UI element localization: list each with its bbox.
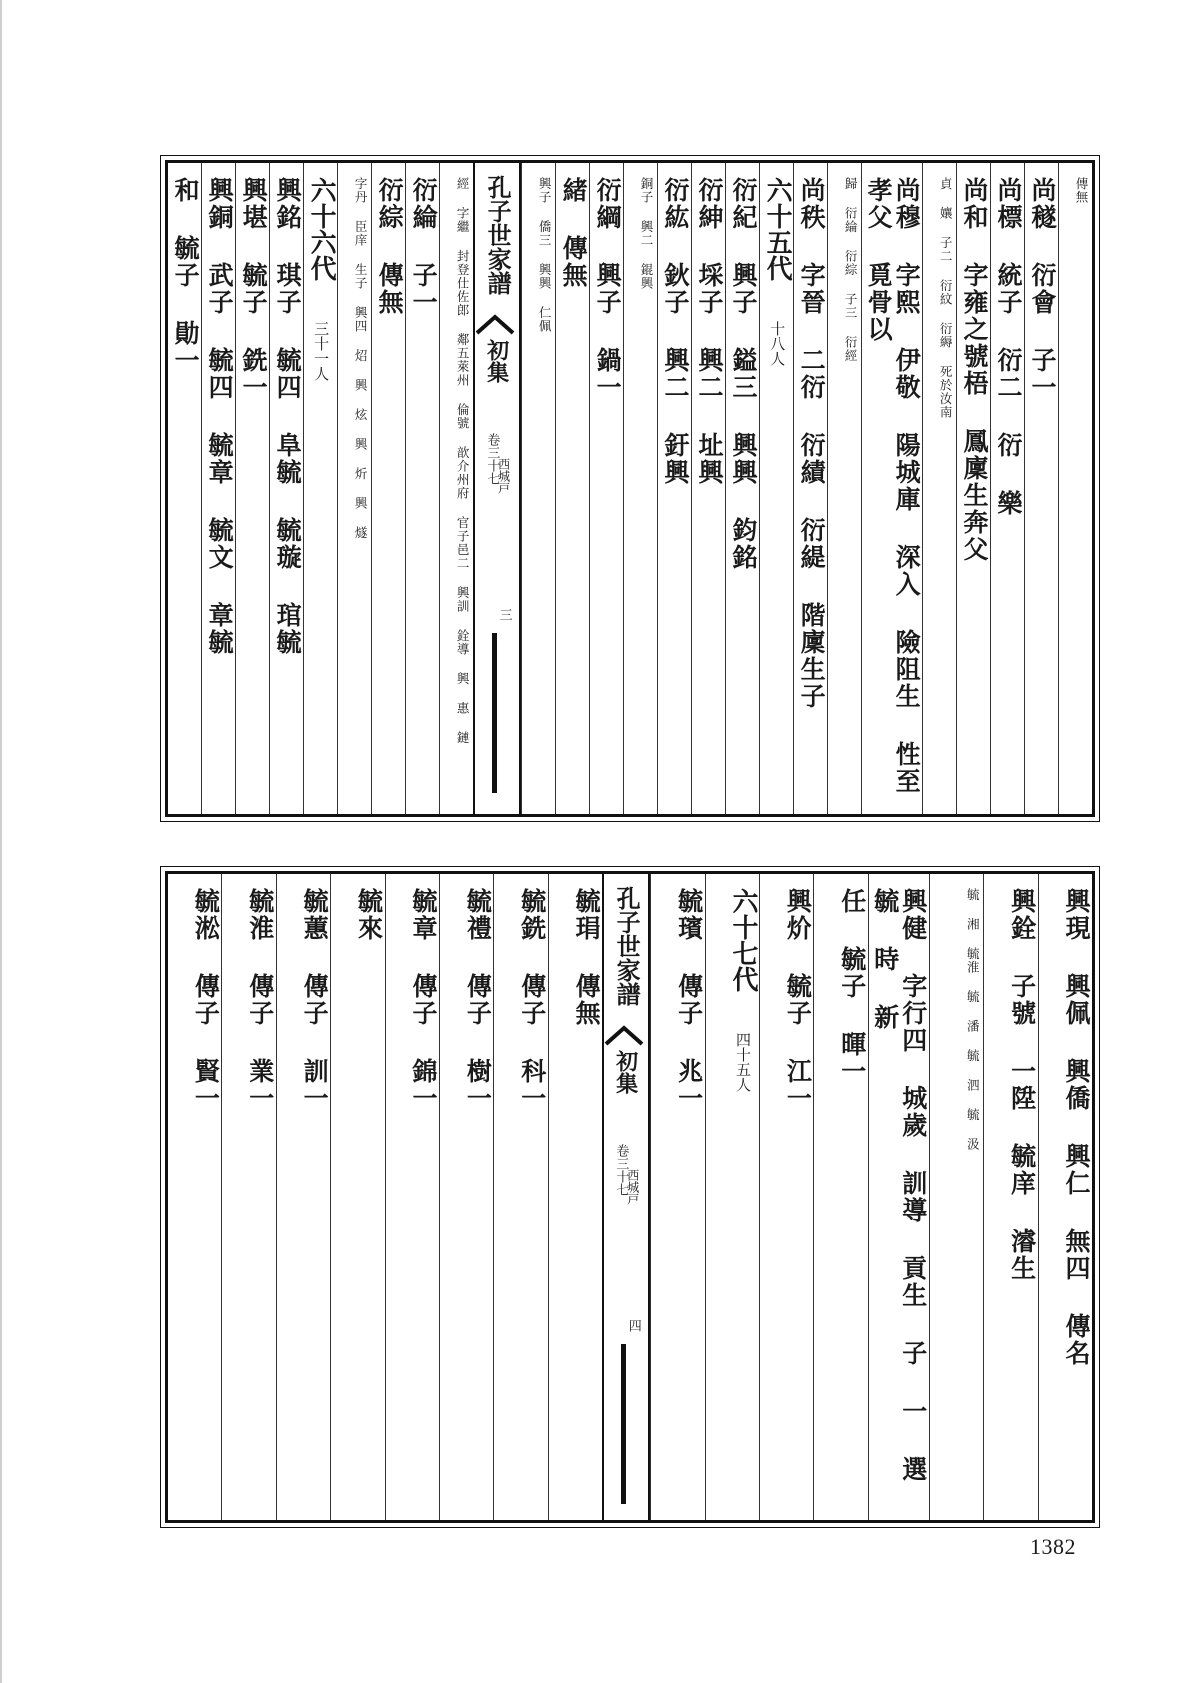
- entry-column: 興銅 武子 毓四 毓章 毓文 章毓: [201, 163, 235, 814]
- entry-column: 尚標 統子 衍二 衍 樂: [990, 163, 1024, 814]
- entry-column: 興銘 琪子 毓四 阜毓 毓璇 琯毓: [269, 163, 303, 814]
- generation-heading: 六十五代 十八人: [759, 163, 793, 814]
- chevron-marker-icon: [604, 1024, 644, 1046]
- entry-column: 衍綜 傳無: [371, 163, 405, 814]
- branch-label: 西城戸: [496, 458, 511, 494]
- entry-column: 貞 孃 子二 衍紋 衍縟 死於汝南: [922, 163, 956, 814]
- branch-label: 西城戸: [625, 1169, 640, 1205]
- juan-label: 卷三十七: [613, 1144, 629, 1196]
- center-spine: [602, 874, 650, 1520]
- chevron-marker-icon: [475, 313, 515, 335]
- volume-label: 初集: [483, 339, 510, 383]
- page-number: 1382: [1030, 1534, 1076, 1559]
- entry-column: 毓章 傳子 錦一: [385, 874, 439, 1520]
- entry-column: 興健 字行四 城歲 訓導 貢生 子 一 選 毓 時 新: [868, 874, 929, 1520]
- entry-column: 銅子 興二 錕興: [623, 163, 657, 814]
- entry-column: 衍紘 鈥子 興二 釪興: [657, 163, 691, 814]
- folio-number: 三: [496, 608, 512, 621]
- juan-label: 卷三十七: [484, 433, 500, 485]
- page-edge-line: [0, 0, 2, 1683]
- entry-column: 毓禮 傳子 樹一: [439, 874, 493, 1520]
- panel-columns: [168, 874, 1092, 1520]
- entry-column: 衍綱 興子 鍋一: [589, 163, 623, 814]
- entry-column: 尚穟 衍會 子一: [1024, 163, 1058, 814]
- spine-bar: [621, 1344, 626, 1504]
- entry-column: 經 字繼 封登仕佐郎 鄰五萊州 倫號 歆介州府 官子邑二 興訓 銓導 興 惠 鏈: [439, 163, 473, 814]
- entry-column: 毓淞 傳子 賢一: [191, 888, 221, 1112]
- entry-column: 尚和 字雍之號梧 鳳廩生奔父: [956, 163, 990, 814]
- entry-column: 興炌 毓子 江一: [759, 874, 813, 1520]
- entry-column: 緒 傳無: [555, 163, 589, 814]
- book-title: 孔子世家譜: [483, 175, 513, 295]
- entry-column: 傳無: [1058, 163, 1092, 814]
- entry-column: 毓璸 傳子 兆一: [650, 874, 704, 1520]
- panel-columns: [168, 163, 1092, 814]
- entry-column: 毓蕙 傳子 訓一: [276, 874, 330, 1520]
- entry-column: 衍紳 埰子 興二 址興: [691, 163, 725, 814]
- generation-heading: 六十七代 四十五人: [705, 874, 759, 1520]
- entry-column: 興現 興佩 興僑 興仁 無四 傳名: [1038, 874, 1092, 1520]
- entry-column: 歸 衍綸 衍綜 子三 衍經: [827, 163, 861, 814]
- entry-column: 衍綸 子一: [405, 163, 439, 814]
- folio-number: 四: [625, 1319, 641, 1332]
- entry-column: 毓 湘 毓淮 毓 潘 毓 泗 毓 汲: [929, 874, 983, 1520]
- book-title: 孔子世家譜: [612, 886, 642, 1006]
- entry-column: 任 毓子 暉一: [813, 874, 867, 1520]
- entry-column: 興堪 毓子 銑一: [235, 163, 269, 814]
- entry-column: 衍紀 興子 鎰三 興興 鈞銘: [725, 163, 759, 814]
- entry-column: 毓琄 傳無: [548, 874, 602, 1520]
- spine-bar: [492, 633, 497, 793]
- entry-column: 毓來: [330, 874, 384, 1520]
- entry-column: 興銓 子號 一陞 毓庠 濬生: [983, 874, 1037, 1520]
- generation-heading: 六十六代 三十一人: [303, 163, 337, 814]
- entry-column: 尚穆 字熙 伊敬 陽城庫 深入 險阻生 性至孝父 覓骨以: [861, 163, 922, 814]
- genealogy-panel-top: [165, 160, 1095, 817]
- center-spine: [473, 163, 521, 814]
- entry-column: 毓淮 傳子 業一: [221, 874, 275, 1520]
- entry-column: 尚秩 字晉 二衍 衍績 衍緹 階廩生子: [793, 163, 827, 814]
- entry-column: 和 毓子 勛一: [171, 177, 201, 374]
- entry-column: 字丹 臣庠 生子 興四 炤 興 炫 興 炘 興 燧: [337, 163, 371, 814]
- entry-column: 毓銑 傳子 科一: [493, 874, 547, 1520]
- genealogy-panel-bottom: [165, 871, 1095, 1523]
- entry-column: 興子 僑三 興興 仁佩: [521, 163, 555, 814]
- volume-label: 初集: [612, 1050, 639, 1094]
